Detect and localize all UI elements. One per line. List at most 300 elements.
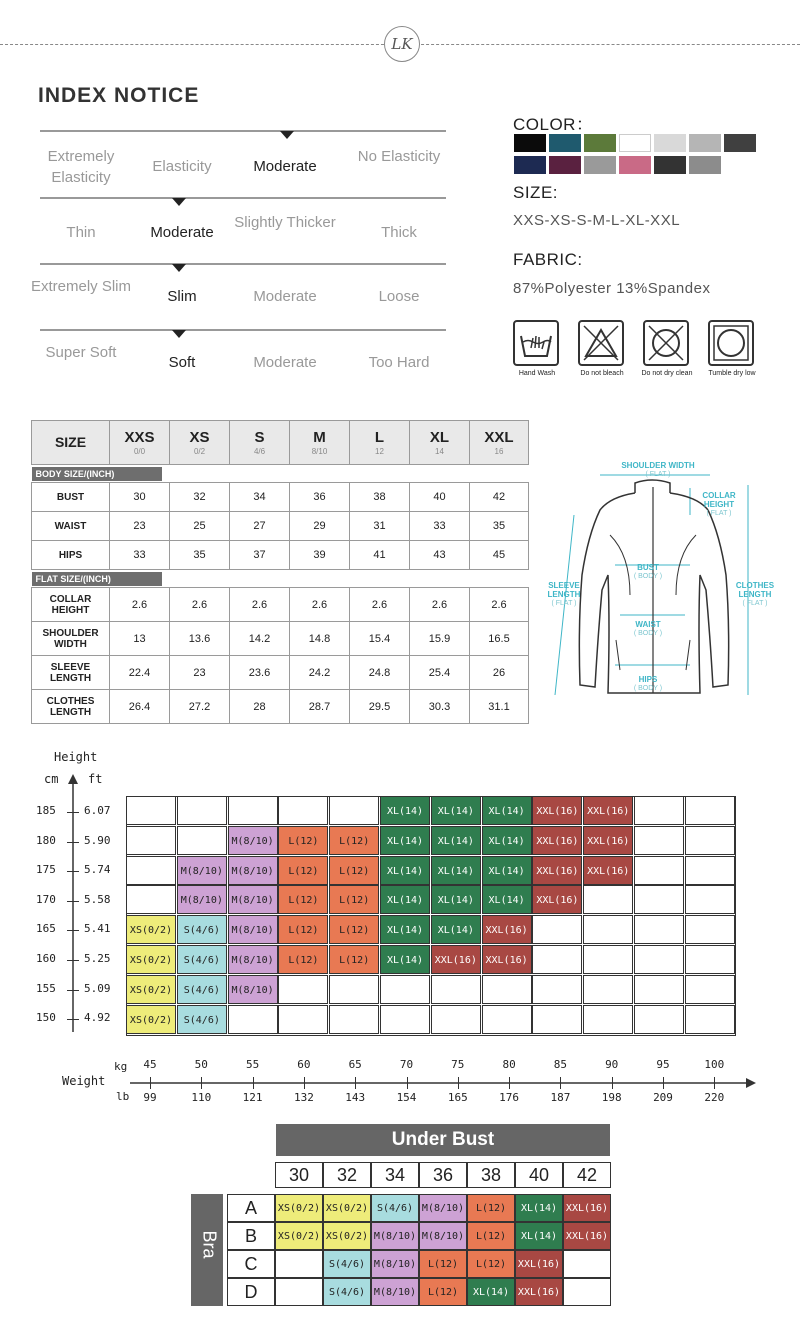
weight-kg-tick: 55	[245, 1058, 260, 1071]
bra-size-cell: XS(0/2)	[275, 1222, 323, 1250]
index-option: Thick	[381, 224, 417, 241]
height-ft-tick: 5.25	[84, 952, 111, 965]
empty-cell	[329, 796, 379, 825]
size-cell: L(12)	[278, 945, 328, 974]
empty-cell	[329, 975, 379, 1004]
empty-cell	[532, 945, 582, 974]
empty-cell	[275, 1278, 323, 1306]
weight-lb-tick: 176	[499, 1091, 520, 1104]
size-cell: L(12)	[329, 915, 379, 944]
size-cell: L(12)	[329, 826, 379, 855]
index-option: Moderate	[253, 158, 317, 175]
height-tick-mark	[67, 930, 79, 931]
bra-size-cell: M(8/10)	[371, 1250, 419, 1278]
bra-size-cell: XXL(16)	[515, 1278, 563, 1306]
index-option: Moderate	[253, 288, 317, 305]
measure-value: 23	[110, 512, 170, 541]
bra-size-cell: XXL(16)	[515, 1250, 563, 1278]
weight-kg-tick: 50	[194, 1058, 208, 1071]
size-cell: L(12)	[278, 915, 328, 944]
weight-lb-tick: 198	[601, 1091, 622, 1104]
weight-lb-tick: 143	[345, 1091, 366, 1104]
size-column-header	[410, 421, 470, 465]
empty-cell	[685, 1005, 735, 1034]
weight-tick-mark	[509, 1077, 510, 1089]
under-bust-value: 32	[323, 1162, 371, 1188]
size-cell: S(4/6)	[177, 1005, 227, 1034]
size-cell: XL(14)	[380, 826, 430, 855]
weight-lb-tick: 165	[447, 1091, 468, 1104]
measure-value: 29	[290, 512, 350, 541]
index-option: Slightly Thicker	[234, 214, 336, 231]
weight-tick-mark	[304, 1077, 305, 1089]
size-name: XS	[189, 429, 210, 446]
height-tick-mark	[67, 960, 79, 961]
index-option: Moderate	[253, 354, 317, 371]
weight-tick-mark	[355, 1077, 356, 1089]
empty-cell	[126, 856, 176, 885]
size-cell: M(8/10)	[228, 975, 278, 1004]
measure-value: 31.1	[470, 690, 529, 724]
bra-size-cell: XL(14)	[467, 1278, 515, 1306]
size-cell: XS(0/2)	[126, 975, 176, 1004]
bra-size-cell: M(8/10)	[371, 1278, 419, 1306]
color-swatch	[549, 134, 581, 152]
size-cell: XXL(16)	[583, 856, 633, 885]
size-cell: XXL(16)	[532, 856, 582, 885]
measure-value: 16.5	[470, 622, 529, 656]
empty-cell	[685, 796, 735, 825]
empty-cell	[431, 1005, 481, 1034]
size-name: XXS	[124, 429, 155, 446]
height-ft-tick: 5.90	[84, 833, 111, 847]
bra-size-cell: XS(0/2)	[275, 1194, 323, 1222]
height-ft-tick: 5.09	[84, 981, 111, 995]
size-cell: XS(0/2)	[126, 915, 176, 944]
size-column-header	[290, 421, 350, 465]
index-option: No Elasticity	[357, 148, 441, 165]
height-tick-mark	[67, 1019, 79, 1020]
color-swatch	[514, 156, 546, 174]
care-icon-1	[513, 320, 569, 377]
weight-kg-tick: 80	[502, 1058, 516, 1071]
size-cell: M(8/10)	[177, 885, 227, 914]
size-name: XXL	[484, 429, 514, 446]
lb-unit-label: lb	[116, 1090, 130, 1103]
empty-cell	[278, 796, 328, 825]
empty-cell	[634, 826, 684, 855]
empty-cell	[583, 945, 633, 974]
weight-tick-mark	[150, 1077, 151, 1089]
bra-size-cell: XS(0/2)	[323, 1222, 371, 1250]
under-bust-value: 40	[515, 1162, 563, 1188]
empty-cell	[634, 915, 684, 944]
height-cm-tick: 155	[36, 981, 56, 995]
bra-size-cell: S(4/6)	[371, 1194, 419, 1222]
empty-cell	[278, 1005, 328, 1034]
index-notice-title: INDEX NOTICE	[38, 84, 200, 107]
measure-value: 43	[410, 541, 470, 570]
height-tick-mark	[67, 812, 79, 813]
measure-value: 2.6	[230, 588, 290, 622]
empty-cell	[278, 975, 328, 1004]
weight-tick-mark	[407, 1077, 408, 1089]
measure-value: 2.6	[110, 588, 170, 622]
index-option: Loose	[378, 288, 420, 305]
under-bust-value: 34	[371, 1162, 419, 1188]
body-size-label-row	[32, 465, 529, 483]
bra-size-cell: L(12)	[467, 1222, 515, 1250]
under-bust-value: 38	[467, 1162, 515, 1188]
empty-cell	[634, 945, 684, 974]
bra-size-cell: L(12)	[419, 1278, 467, 1306]
kg-unit-label: kg	[114, 1060, 128, 1073]
empty-cell	[685, 826, 735, 855]
measure-value: 25.4	[410, 656, 470, 690]
empty-cell	[685, 975, 735, 1004]
brand-logo: LK	[384, 26, 420, 62]
size-cell: M(8/10)	[228, 945, 278, 974]
size-cell: XXL(16)	[583, 826, 633, 855]
bust-label: BUST ( BODY )	[633, 563, 663, 580]
size-cell: XL(14)	[380, 945, 430, 974]
color-label: COLOR：	[513, 115, 594, 134]
do-not-bleach-label: Do not bleach	[580, 370, 624, 377]
size-label: SIZE:	[513, 183, 559, 202]
size-cell: L(12)	[278, 826, 328, 855]
measure-label: COLLAR HEIGHT	[32, 588, 110, 622]
measure-value: 2.6	[170, 588, 230, 622]
size-cell: XXL(16)	[532, 826, 582, 855]
empty-cell	[685, 945, 735, 974]
color-swatch	[654, 134, 686, 152]
bra-size-cell: M(8/10)	[419, 1222, 467, 1250]
height-tick-mark	[67, 871, 79, 872]
size-cell: XL(14)	[431, 826, 481, 855]
tumble-dry-low-icon	[708, 320, 754, 366]
index-divider-0	[40, 130, 446, 132]
empty-cell	[634, 885, 684, 914]
measure-label: WAIST	[32, 512, 110, 541]
empty-cell	[634, 796, 684, 825]
bra-size-cell: XXL(16)	[563, 1222, 611, 1250]
care-icon-2	[578, 320, 634, 377]
size-cell: S(4/6)	[177, 915, 227, 944]
measure-value: 35	[170, 541, 230, 570]
bra-size-cell: XS(0/2)	[323, 1194, 371, 1222]
measure-value: 30.3	[410, 690, 470, 724]
empty-cell	[482, 975, 532, 1004]
size-cell: L(12)	[278, 885, 328, 914]
measure-value: 39	[290, 541, 350, 570]
size-cell: S(4/6)	[177, 945, 227, 974]
empty-cell	[634, 975, 684, 1004]
empty-cell	[532, 915, 582, 944]
size-table	[31, 420, 529, 724]
measure-value: 28	[230, 690, 290, 724]
index-option: Extremely Elasticity	[47, 148, 115, 186]
bra-size-cell: M(8/10)	[419, 1194, 467, 1222]
size-cell: XL(14)	[482, 826, 532, 855]
empty-cell	[126, 885, 176, 914]
selected-arrow-icon	[172, 264, 186, 272]
measure-value: 23	[170, 656, 230, 690]
empty-cell	[380, 1005, 430, 1034]
do-not-dry-clean-label: Do not dry clean	[641, 370, 693, 377]
care-icon-4	[708, 320, 764, 377]
weight-tick-mark	[201, 1077, 202, 1089]
size-name: S	[254, 429, 265, 446]
empty-cell	[126, 826, 176, 855]
height-cm-tick: 185	[36, 804, 56, 817]
size-name: L	[374, 429, 385, 446]
size-cell: XS(0/2)	[126, 1005, 176, 1034]
size-cell: L(12)	[329, 885, 379, 914]
size-cell: M(8/10)	[228, 885, 278, 914]
empty-cell	[685, 856, 735, 885]
height-ft-tick: 5.74	[84, 863, 111, 877]
color-swatch	[689, 134, 721, 152]
size-us: 16	[494, 447, 504, 456]
weight-lb-tick: 220	[704, 1091, 725, 1104]
size-column-header	[470, 421, 529, 465]
empty-cell	[275, 1250, 323, 1278]
body-size-label: BODY SIZE/(INCH)	[32, 467, 162, 481]
size-cell: XL(14)	[431, 796, 481, 825]
measure-value: 33	[110, 541, 170, 570]
color-swatch	[689, 156, 721, 174]
tumble-dry-low-label: Tumble dry low	[708, 370, 756, 377]
weight-lb-tick: 110	[191, 1091, 212, 1104]
size-cell: M(8/10)	[177, 856, 227, 885]
weight-tick-mark	[612, 1077, 613, 1089]
empty-cell	[583, 885, 633, 914]
measure-value: 28.7	[290, 690, 350, 724]
weight-tick-mark	[458, 1077, 459, 1089]
measure-label: SHOULDER WIDTH	[32, 622, 110, 656]
hand-wash-icon	[513, 320, 559, 366]
index-option: Too Hard	[368, 354, 430, 371]
empty-cell	[583, 915, 633, 944]
size-cell: XXL(16)	[532, 885, 582, 914]
hand-wash-label: Hand Wash	[518, 370, 556, 377]
color-swatch	[619, 156, 651, 174]
sleeve-length-label: SLEEVE LENGTH ( FLAT )	[547, 581, 581, 607]
size-cell: M(8/10)	[228, 826, 278, 855]
weight-kg-tick: 75	[451, 1058, 465, 1071]
measure-value: 35	[470, 512, 529, 541]
size-name: M	[313, 429, 326, 446]
size-column-header	[170, 421, 230, 465]
shoulder-width-label: SHOULDER WIDTH ( FLAT )	[621, 461, 695, 478]
weight-lb-tick: 99	[143, 1091, 157, 1104]
selected-arrow-icon	[280, 131, 294, 139]
measure-label: BUST	[32, 483, 110, 512]
bra-side-label: Bra	[191, 1194, 223, 1306]
measure-value: 33	[410, 512, 470, 541]
empty-cell	[634, 1005, 684, 1034]
height-cm-tick: 175	[36, 863, 56, 877]
size-range: XXS-XS-S-M-L-XL-XXL	[513, 212, 681, 229]
size-cell: M(8/10)	[228, 915, 278, 944]
bra-size-cell: L(12)	[467, 1194, 515, 1222]
measure-value: 31	[350, 512, 410, 541]
weight-lb-tick: 209	[653, 1091, 673, 1104]
weight-lb-tick: 132	[293, 1091, 314, 1104]
height-ft-tick: 4.92	[84, 1011, 111, 1025]
height-cm-tick: 170	[36, 892, 56, 906]
weight-lb-tick: 154	[396, 1091, 417, 1104]
weight-tick-mark	[663, 1077, 664, 1089]
jacket-diagram	[540, 455, 800, 705]
index-option: Slim	[167, 288, 197, 305]
height-cm-tick: 180	[36, 833, 56, 847]
empty-cell	[177, 826, 227, 855]
size-cell: XL(14)	[380, 856, 430, 885]
empty-cell	[563, 1250, 611, 1278]
bra-size-cell: XL(14)	[515, 1194, 563, 1222]
empty-cell	[532, 1005, 582, 1034]
weight-axis-icon	[128, 1075, 760, 1091]
measure-value: 30	[110, 483, 170, 512]
measure-value: 14.8	[290, 622, 350, 656]
height-ft-tick: 5.41	[84, 922, 111, 936]
measure-value: 34	[230, 483, 290, 512]
height-tick-mark	[67, 842, 79, 843]
size-us: 12	[375, 447, 384, 456]
measure-value: 32	[170, 483, 230, 512]
measure-value: 25	[170, 512, 230, 541]
size-cell: XL(14)	[482, 856, 532, 885]
measure-label: HIPS	[32, 541, 110, 570]
color-swatch	[584, 134, 616, 152]
empty-cell	[685, 915, 735, 944]
height-cm-tick: 160	[36, 952, 56, 965]
bra-size-cell: S(4/6)	[323, 1250, 371, 1278]
index-divider-3	[40, 329, 446, 331]
height-ft-tick: 5.58	[84, 892, 111, 906]
size-cell: XXL(16)	[482, 915, 532, 944]
weight-kg-tick: 60	[297, 1058, 311, 1071]
height-tick-mark	[67, 901, 79, 902]
size-cell: L(12)	[329, 856, 379, 885]
measure-value: 15.9	[410, 622, 470, 656]
index-divider-1	[40, 197, 446, 199]
empty-cell	[431, 975, 481, 1004]
under-bust-value: 36	[419, 1162, 467, 1188]
do-not-bleach-icon	[578, 320, 624, 366]
empty-cell	[380, 975, 430, 1004]
empty-cell	[126, 796, 176, 825]
weight-kg-tick: 70	[399, 1058, 414, 1071]
flat-size-label: FLAT SIZE/(INCH)	[32, 572, 162, 586]
bra-size-cell: XL(14)	[515, 1222, 563, 1250]
size-cell: M(8/10)	[228, 856, 278, 885]
weight-kg-tick: 45	[143, 1058, 157, 1071]
fabric-composition: 87%Polyester 13%Spandex	[513, 280, 711, 297]
under-bust-value: 42	[563, 1162, 611, 1188]
measure-value: 23.6	[230, 656, 290, 690]
empty-cell	[228, 796, 278, 825]
measure-value: 14.2	[230, 622, 290, 656]
bra-size-cell: L(12)	[467, 1250, 515, 1278]
hips-label: HIPS ( BODY )	[633, 675, 663, 692]
size-cell: XL(14)	[431, 885, 481, 914]
empty-cell	[634, 856, 684, 885]
measure-value: 27.2	[170, 690, 230, 724]
empty-cell	[685, 885, 735, 914]
measure-value: 13.6	[170, 622, 230, 656]
care-icon-3	[643, 320, 699, 377]
empty-cell	[583, 975, 633, 1004]
empty-cell	[583, 1005, 633, 1034]
bra-size-cell: S(4/6)	[323, 1278, 371, 1306]
size-column-header	[350, 421, 410, 465]
color-swatch	[584, 156, 616, 174]
measure-value: 27	[230, 512, 290, 541]
waist-label: WAIST ( BODY )	[633, 620, 663, 637]
selected-arrow-icon	[172, 330, 186, 338]
size-cell: XL(14)	[482, 796, 532, 825]
measure-value: 29.5	[350, 690, 410, 724]
measure-value: 36	[290, 483, 350, 512]
index-option: Extremely Slim	[30, 278, 131, 295]
measure-value: 38	[350, 483, 410, 512]
measure-value: 2.6	[410, 588, 470, 622]
bra-size-cell: XXL(16)	[563, 1194, 611, 1222]
size-cell: XL(14)	[431, 856, 481, 885]
height-cm-tick: 165	[36, 922, 56, 936]
size-us: 0/0	[133, 447, 146, 456]
height-cm-tick: 150	[36, 1011, 56, 1025]
measure-value: 42	[470, 483, 529, 512]
size-cell: XXL(16)	[583, 796, 633, 825]
size-us: 14	[435, 447, 444, 456]
weight-lb-tick: 187	[550, 1091, 571, 1104]
cm-unit-label: cm	[44, 772, 59, 786]
size-cell: XXL(16)	[482, 945, 532, 974]
empty-cell	[482, 1005, 532, 1034]
weight-kg-tick: 95	[656, 1058, 670, 1071]
measure-value: 26.4	[110, 690, 170, 724]
size-name: XL	[429, 429, 450, 446]
measure-value: 40	[410, 483, 470, 512]
index-option: Super Soft	[45, 344, 117, 361]
size-cell: XXL(16)	[532, 796, 582, 825]
weight-kg-tick: 100	[704, 1058, 725, 1071]
size-us: 4/6	[253, 447, 266, 456]
size-cell: S(4/6)	[177, 975, 227, 1004]
size-cell: XS(0/2)	[126, 945, 176, 974]
measure-value: 45	[470, 541, 529, 570]
weight-tick-mark	[560, 1077, 561, 1089]
empty-cell	[329, 1005, 379, 1034]
measure-label: SLEEVE LENGTH	[32, 656, 110, 690]
ft-unit-label: ft	[88, 772, 103, 786]
color-swatch	[654, 156, 686, 174]
weight-tick-mark	[253, 1077, 254, 1089]
measure-value: 41	[350, 541, 410, 570]
size-header: SIZE	[32, 421, 110, 465]
color-swatch	[514, 134, 546, 152]
color-swatch	[619, 134, 651, 152]
weight-tick-mark	[714, 1077, 715, 1089]
cup-label: B	[227, 1222, 275, 1250]
color-swatch	[549, 156, 581, 174]
size-cell: L(12)	[278, 856, 328, 885]
index-option: Thin	[66, 224, 96, 241]
under-bust-value: 30	[275, 1162, 323, 1188]
